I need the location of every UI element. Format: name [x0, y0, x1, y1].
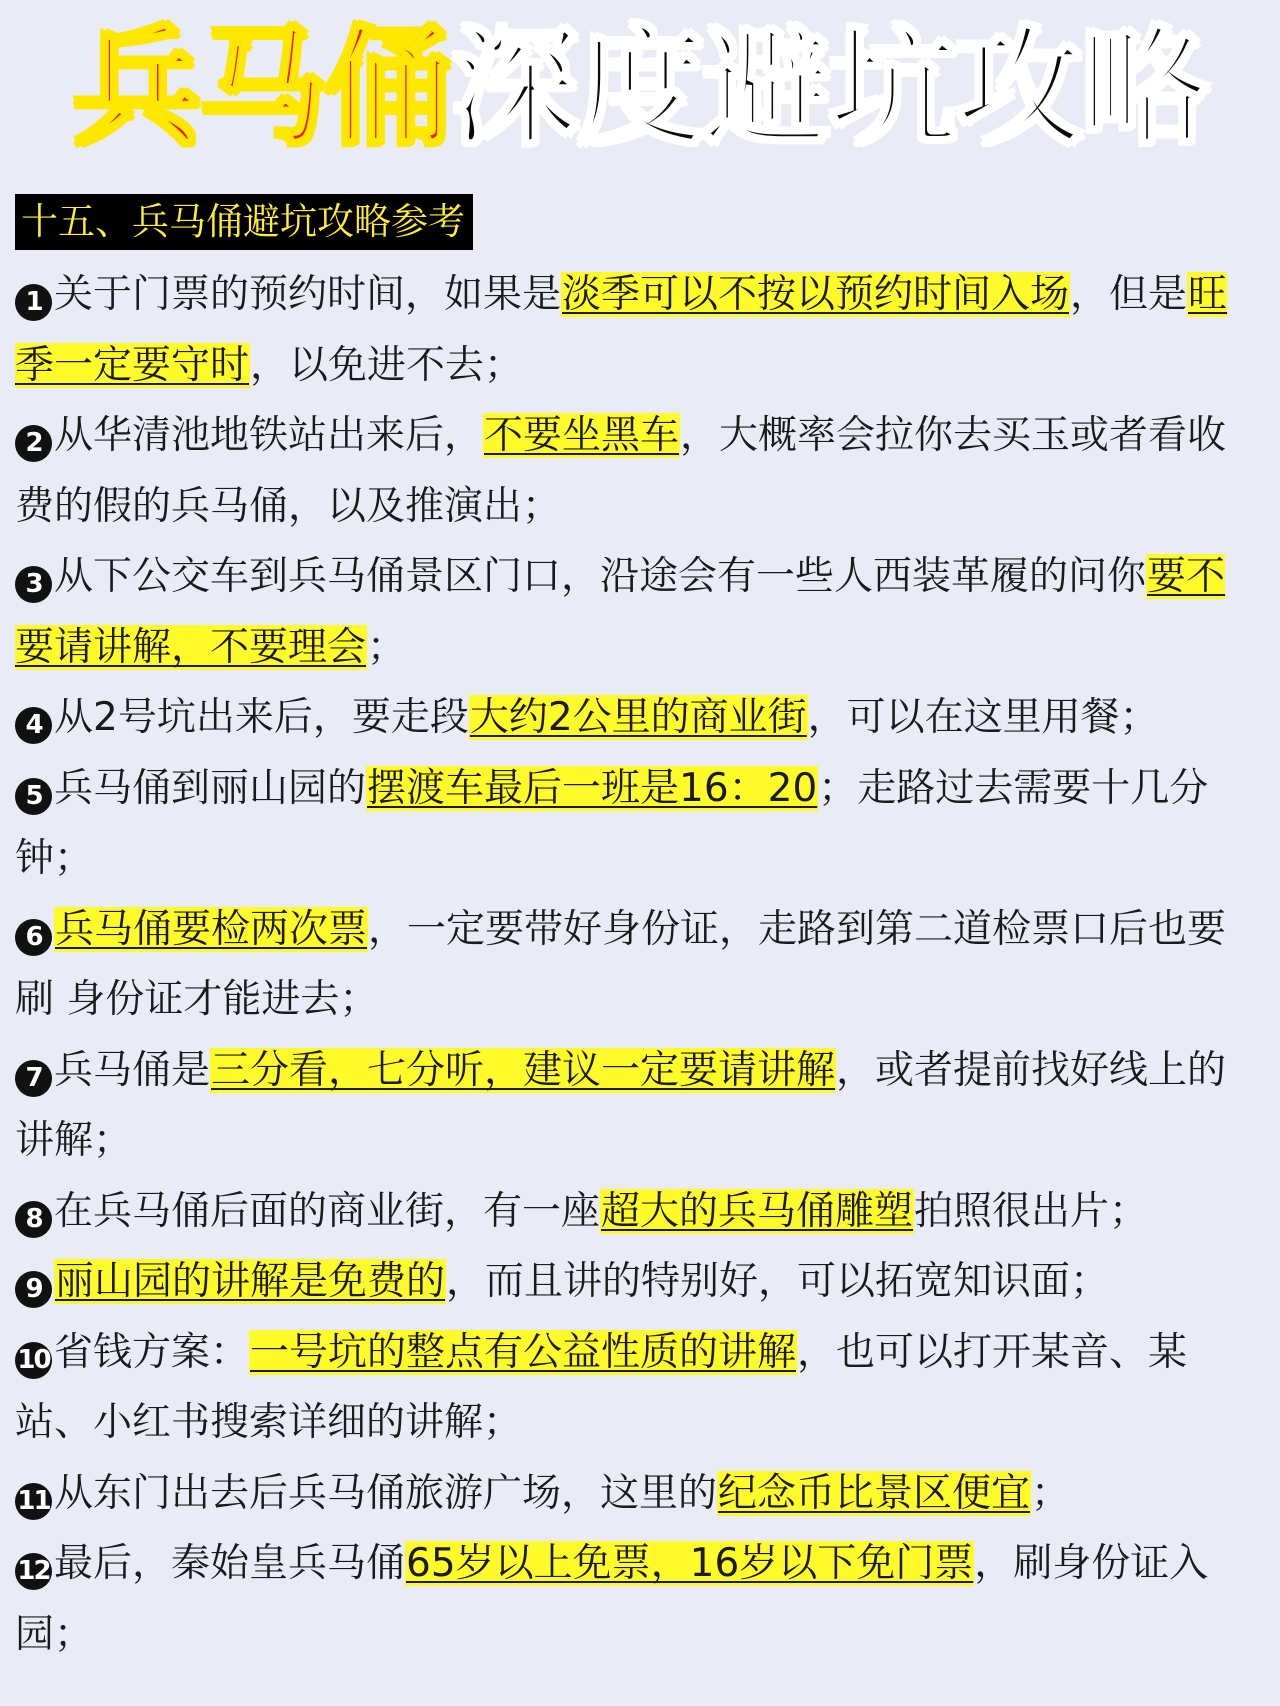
- list-item: [15, 1036, 1260, 1177]
- item-text: 兵马俑是: [54, 1047, 211, 1093]
- item-highlight: 淡季可以不按以预约时间入场: [562, 272, 1070, 317]
- item-text: 兵马俑到丽山园的: [54, 765, 367, 811]
- item-text: ，或者提前找好线上的讲解；: [15, 1047, 1227, 1163]
- item-highlight: 超大的兵马俑雕塑: [601, 1188, 914, 1234]
- item-number-badge: 3: [15, 566, 52, 603]
- section-heading: 十五、兵马俑避坑攻略参考: [15, 194, 473, 250]
- item-text: ，一定要带好身份证，走路到第二道检票口后也要刷 身份证才能进去；: [15, 906, 1227, 1022]
- item-text: ；: [367, 624, 407, 670]
- item-text: 关于门票的预约时间，如果是: [54, 272, 562, 317]
- list-item: [15, 260, 1260, 401]
- item-text: 从下公交车到兵马俑景区门口，沿途会有一些人西装革履的问你: [54, 554, 1147, 599]
- title-red-part: 兵马俑: [72, 14, 451, 163]
- item-highlight: 三分看，七分听，建议一定要请讲解: [211, 1047, 836, 1093]
- item-number-badge: 12: [15, 1553, 52, 1590]
- item-number-badge: 1: [15, 284, 52, 321]
- list-item: [15, 1177, 1260, 1248]
- item-highlight: 65岁以上免票，16岁以下免门票: [406, 1541, 974, 1586]
- item-text: 从2号坑出来后，要走段: [54, 695, 469, 740]
- item-text: ，也可以打开某音、某站、小红书搜索详细的讲解；: [15, 1329, 1188, 1445]
- item-number-badge: 2: [15, 425, 52, 462]
- item-text: 在兵马俑后面的商业街，有一座: [54, 1188, 601, 1234]
- item-text: ，大概率会拉你去买玉或者看收费的假的兵马俑，以及推演出；: [15, 413, 1227, 529]
- item-highlight: 摆渡车最后一班是16：20: [367, 765, 818, 811]
- item-number-badge: 6: [15, 919, 52, 956]
- item-highlight: 纪念币比景区便宜: [718, 1470, 1031, 1516]
- item-text: ，以免进不去；: [250, 342, 524, 388]
- list-item: [15, 1529, 1260, 1670]
- list-item: [15, 1459, 1260, 1530]
- item-number-badge: 7: [15, 1060, 52, 1097]
- item-text: ，刷身份证入园；: [15, 1541, 1209, 1657]
- item-highlight: 一号坑的整点有公益性质的讲解: [250, 1329, 797, 1375]
- item-text: ；: [1031, 1470, 1071, 1516]
- item-highlight: 大约2公里的商业街: [469, 695, 807, 740]
- item-number-badge: 5: [15, 778, 52, 815]
- item-text: 拍照很出片；: [914, 1188, 1149, 1234]
- item-text: 省钱方案：: [54, 1329, 250, 1375]
- item-text: ，但是: [1070, 272, 1188, 317]
- item-text: 最后，秦始皇兵马俑: [54, 1541, 406, 1586]
- page-title: [0, 14, 1280, 164]
- item-text: ，可以在这里用餐；: [807, 695, 1159, 740]
- title-black-part: 深度避坑攻略: [451, 14, 1208, 163]
- list-item: [15, 1318, 1260, 1459]
- item-highlight: 丽山园的讲解是免费的: [55, 1259, 446, 1304]
- list-item: [15, 1247, 1260, 1318]
- tips-list: [15, 260, 1260, 1670]
- item-number-badge: 9: [15, 1271, 52, 1308]
- item-number-badge: 10: [15, 1342, 52, 1379]
- list-item: [15, 683, 1260, 754]
- item-text: 从东门出去后兵马俑旅游广场，这里的: [54, 1470, 718, 1516]
- list-item: [15, 754, 1260, 895]
- list-item: [15, 542, 1260, 683]
- list-item: [15, 895, 1260, 1036]
- item-highlight: 要不要请讲解，不要理会: [15, 554, 1226, 670]
- item-highlight: 不要坐黑车: [484, 413, 680, 458]
- item-number-badge: 11: [15, 1483, 52, 1520]
- item-number-badge: 4: [15, 707, 52, 744]
- item-text: ；走路过去需要十几分钟；: [15, 765, 1209, 881]
- item-text: ，而且讲的特别好，可以拓宽知识面；: [446, 1259, 1110, 1304]
- item-highlight: 旺季一定要守时: [15, 272, 1228, 388]
- list-item: [15, 401, 1260, 542]
- item-text: 从华清池地铁站出来后，: [54, 413, 484, 458]
- item-highlight: 兵马俑要检两次票: [55, 906, 368, 952]
- item-number-badge: 8: [15, 1201, 52, 1238]
